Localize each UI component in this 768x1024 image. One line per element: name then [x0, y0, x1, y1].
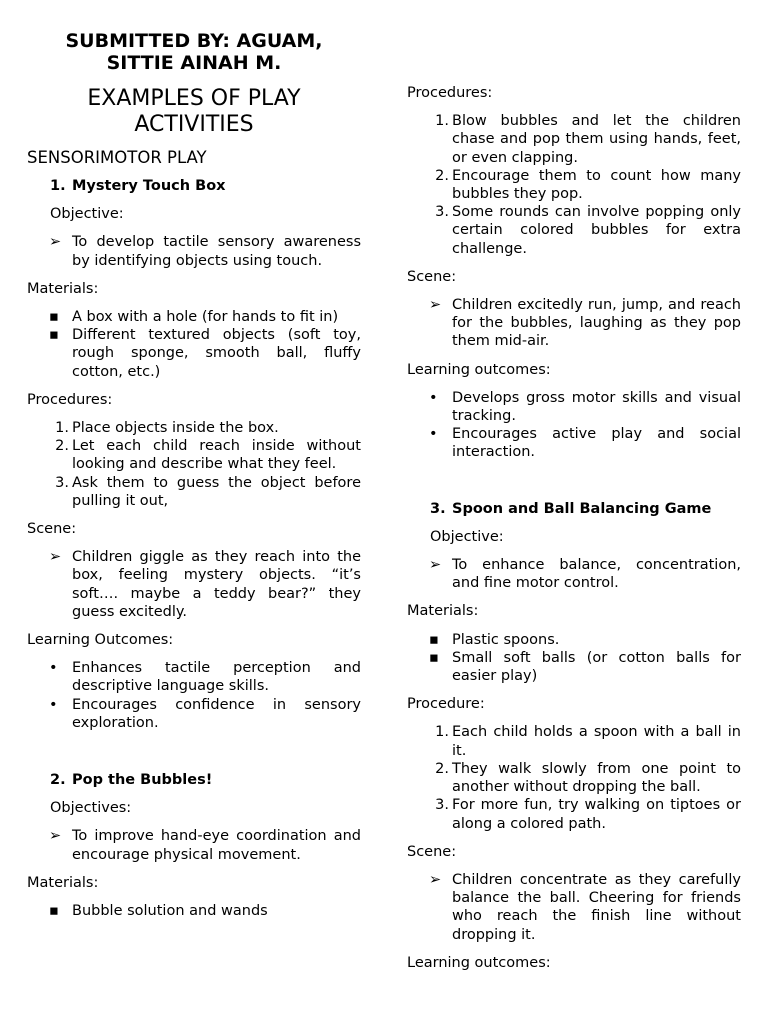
objective-list [407, 556, 741, 592]
list-item: 2. Encourage them to count how many bubbles they pop. [435, 167, 741, 203]
outcomes-list [27, 659, 361, 732]
objective-label: Objective: [50, 206, 124, 223]
objective-list [27, 233, 361, 269]
scene-label: Scene: [407, 843, 457, 860]
activity-title: 2. Pop the Bubbles! [50, 772, 213, 789]
list-item: ➢ Children giggle as they reach into the box, feeling mystery objects. “it’s soft…. maybe a teddy bear?” they guess excitedly. [49, 549, 361, 620]
square-bullet-icon: ▪ [49, 327, 59, 344]
objective-label: Objective: [430, 528, 504, 545]
materials-label: Materials: [27, 874, 99, 891]
materials-list [27, 308, 361, 381]
list-item: • Encourages active play and social interaction. [429, 426, 741, 461]
section-title: SENSORIMOTOR PLAY [27, 148, 207, 167]
list-item: • Enhances tactile perception and descriptive language skills. [49, 660, 361, 695]
square-bullet-icon: ▪ [49, 309, 59, 326]
left-column [27, 0, 361, 920]
arrow-bullet-icon: ➢ [49, 234, 62, 251]
right-column [407, 0, 741, 972]
outcomes-label: Learning outcomes: [407, 361, 551, 378]
list-item: ➢ To enhance balance, concentration, and fine motor control. [429, 557, 741, 592]
list-item: 2. Let each child reach inside without looking and describe what they feel. [55, 438, 361, 473]
bullet-icon: • [429, 426, 438, 443]
objective-label: Objectives: [50, 800, 132, 817]
page-title: EXAMPLES OF PLAY ACTIVITIES [87, 86, 301, 137]
list-item: 2. They walk slowly from one point to another without dropping the ball. [435, 760, 741, 796]
list-item: • Encourages confidence in sensory exploration. [49, 696, 361, 731]
arrow-bullet-icon: ➢ [429, 871, 442, 888]
procedures-list [27, 419, 361, 510]
list-item: ➢ Children excitedly run, jump, and reach for the bubbles, laughing as they pop them mid-air. [429, 297, 741, 350]
scene-label: Scene: [27, 521, 77, 538]
activity-title: 3. Spoon and Ball Balancing Game [430, 500, 712, 517]
scene-label: Scene: [407, 268, 457, 285]
list-item: 1. Each child holds a spoon with a ball in it. [435, 724, 741, 759]
outcomes-label: Learning Outcomes: [27, 632, 174, 649]
arrow-bullet-icon: ➢ [49, 549, 62, 566]
outcomes-label: Learning outcomes: [407, 954, 551, 971]
list-item: • Develops gross motor skills and visual tracking. [429, 389, 741, 425]
materials-label: Materials: [27, 280, 99, 297]
list-item: 1. Place objects inside the box. [55, 420, 279, 437]
scene-list [407, 296, 741, 351]
procedures-label: Procedure: [407, 696, 485, 713]
scene-list [27, 548, 361, 621]
list-item: 1. Blow bubbles and let the children chase and pop them using hands, feet, or even clapping. [435, 113, 741, 166]
bullet-icon: • [49, 660, 58, 677]
list-item: 3. For more fun, try walking on tiptoes or along a colored path. [435, 797, 741, 832]
procedures-list [407, 723, 741, 832]
list-item: ▪ Different textured objects (soft toy, rough sponge, smooth ball, fluffy cotton, etc.) [49, 327, 361, 380]
submitted-by: SUBMITTED BY: AGUAM, SITTIE AINAH M. [65, 30, 323, 74]
activity-title: 1. Mystery Touch Box [50, 178, 226, 194]
square-bullet-icon: ▪ [429, 649, 439, 666]
bullet-icon: • [49, 696, 58, 713]
list-item: ➢ To improve hand-eye coordination and encourage physical movement. [49, 828, 361, 863]
outcomes-list [407, 389, 741, 462]
arrow-bullet-icon: ➢ [49, 828, 62, 845]
list-item: 3. Some rounds can involve popping only certain colored bubbles for extra challenge. [435, 204, 741, 257]
list-item: ➢ Children concentrate as they carefully balance the ball. Cheering for friends who reach the finish line without dropping it. [429, 871, 741, 943]
square-bullet-icon: ▪ [49, 903, 59, 920]
objective-list [27, 827, 361, 863]
bullet-icon: • [429, 389, 438, 406]
procedures-label: Procedures: [27, 391, 113, 408]
square-bullet-icon: ▪ [429, 631, 439, 648]
materials-list [27, 902, 361, 920]
arrow-bullet-icon: ➢ [429, 297, 442, 314]
list-item: ▪ A box with a hole (for hands to fit in) [49, 309, 339, 326]
scene-list [407, 871, 741, 944]
arrow-bullet-icon: ➢ [429, 557, 442, 574]
materials-list [407, 631, 741, 686]
list-item: ▪ Small soft balls (or cotton balls for easier play) [429, 649, 741, 685]
list-item: 3. Ask them to guess the object before pulling it out, [55, 474, 361, 509]
list-item: ➢ To develop tactile sensory awareness by identifying objects using touch. [49, 234, 361, 269]
materials-label: Materials: [407, 603, 479, 620]
list-item: ▪ Bubble solution and wands [49, 903, 268, 920]
procedures-list [407, 112, 741, 258]
procedures-label: Procedures: [407, 85, 493, 101]
list-item: ▪ Plastic spoons. [429, 631, 560, 648]
